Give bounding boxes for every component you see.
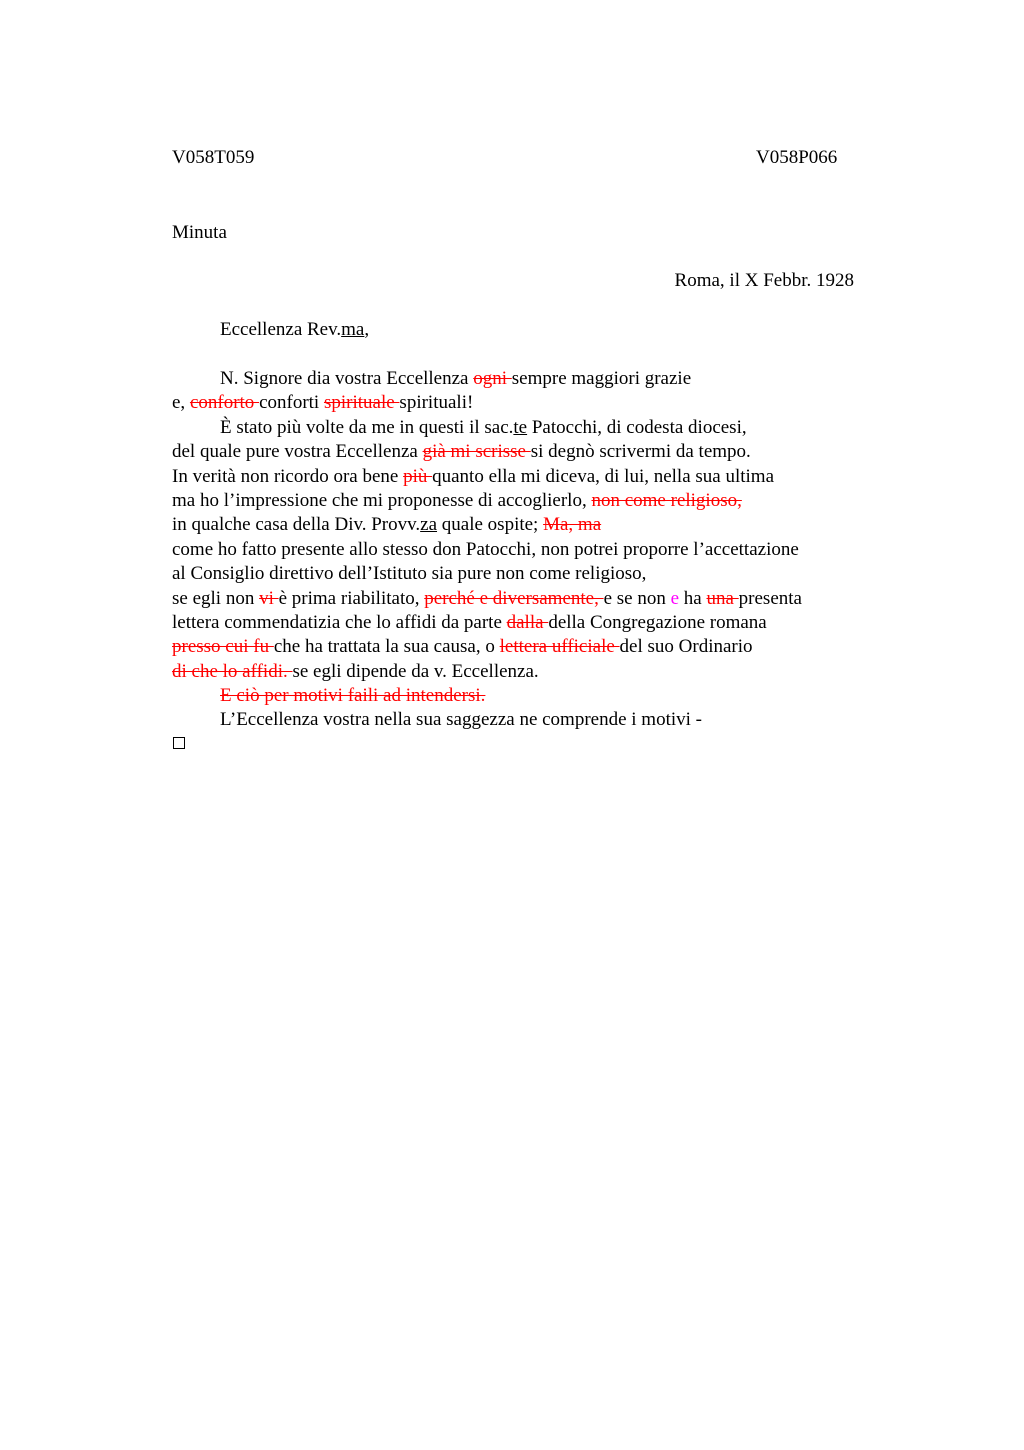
letter-line [172, 465, 872, 489]
letter-line [172, 611, 872, 635]
deleted-text: presso cui fu [172, 636, 274, 658]
date-line: Roma, il X Febbr. 1928 [674, 270, 854, 291]
line-text: quanto ella mi diceva, di lui, nella sua ultima [432, 465, 775, 487]
deleted-text: più [403, 465, 433, 487]
deleted-text: conforto [189, 392, 260, 414]
salutation-prefix: Eccellenza Rev. [220, 319, 342, 340]
letter-line [172, 440, 872, 464]
letter-line [172, 660, 872, 684]
letter-line [172, 416, 872, 440]
letter-line [172, 635, 872, 659]
line-text: al Consiglio direttivo dell’Istituto sia pure non come religioso, [172, 563, 647, 585]
line-text: se egli non [172, 587, 260, 609]
deleted-text: già mi scrisse [422, 441, 531, 463]
deleted-text: E ciò per motivi faili ad intendersi. [220, 685, 486, 707]
line-text: sempre maggiori grazie [511, 368, 692, 389]
header-left-code: V058T059 [172, 147, 255, 168]
deleted-text: di che lo affidi. [172, 660, 293, 682]
deleted-text: non come religioso, [591, 489, 742, 511]
line-text: Patocchi, di codesta diocesi, [527, 416, 747, 438]
line-text: e, [172, 392, 190, 414]
deleted-text: una [706, 587, 739, 609]
letter-line [172, 684, 872, 708]
deleted-text: perché e diversamente, [424, 587, 604, 609]
salutation [220, 319, 369, 341]
letter-line [172, 562, 872, 586]
line-text: spirituali! [399, 392, 474, 414]
line-text: della Congregazione romana [548, 611, 767, 633]
line-text: come ho fatto presente allo stesso don Patocchi, non potrei proporre l’accettazione [172, 538, 799, 560]
line-text: se egli dipende da v. Eccellenza. [292, 660, 539, 682]
line-text: conforti [259, 392, 324, 414]
line-text: N. Signore dia vostra Eccellenza [220, 368, 474, 389]
line-text: che ha trattata la sua causa, o [273, 636, 500, 658]
deleted-text: lettera ufficiale [499, 636, 620, 658]
line-text: ha [679, 587, 707, 609]
line-text: quale ospite; [437, 514, 544, 536]
letter-line [172, 513, 872, 537]
salutation-suffix: , [364, 319, 370, 340]
line-text: presenta [738, 587, 802, 609]
letter-line [172, 587, 872, 611]
square-box-icon [173, 737, 185, 749]
deleted-text: dalla [506, 611, 549, 633]
letter-body [172, 367, 872, 733]
line-text: in qualche casa della Div. Provv. [172, 514, 421, 536]
line-text: e se non [603, 587, 671, 609]
inserted-text: e [670, 587, 680, 609]
line-text: È stato più volte da me in questi il sac. [220, 416, 514, 438]
letter-line [172, 489, 872, 513]
salutation-abbrev: ma [341, 319, 365, 340]
deleted-text: spirituale [323, 392, 400, 414]
line-text: del suo Ordinario [619, 636, 753, 658]
line-text: In verità non ricordo ora bene [172, 465, 404, 487]
abbreviation-text: za [420, 514, 438, 536]
line-text: è prima riabilitato, [278, 587, 425, 609]
document-type-label: Minuta [172, 222, 227, 243]
line-text: L’Eccellenza vostra nella sua saggezza ne comprende i motivi - [220, 709, 703, 731]
line-text: si degnò scrivermi da tempo. [530, 441, 751, 463]
letter-line [172, 538, 872, 562]
deleted-text: ogni [473, 368, 512, 389]
line-text: ma ho l’impressione che mi proponesse di accoglierlo, [172, 489, 592, 511]
letter-line [172, 391, 872, 415]
deleted-text: Ma, ma [543, 514, 602, 536]
line-text: del quale pure vostra Eccellenza [172, 441, 423, 463]
letter-line [172, 708, 872, 732]
abbreviation-text: te [513, 416, 528, 438]
header-right-code: V058P066 [756, 147, 838, 168]
deleted-text: vi [259, 587, 279, 609]
line-text: lettera commendatizia che lo affidi da parte [172, 611, 507, 633]
letter-line [172, 367, 872, 391]
